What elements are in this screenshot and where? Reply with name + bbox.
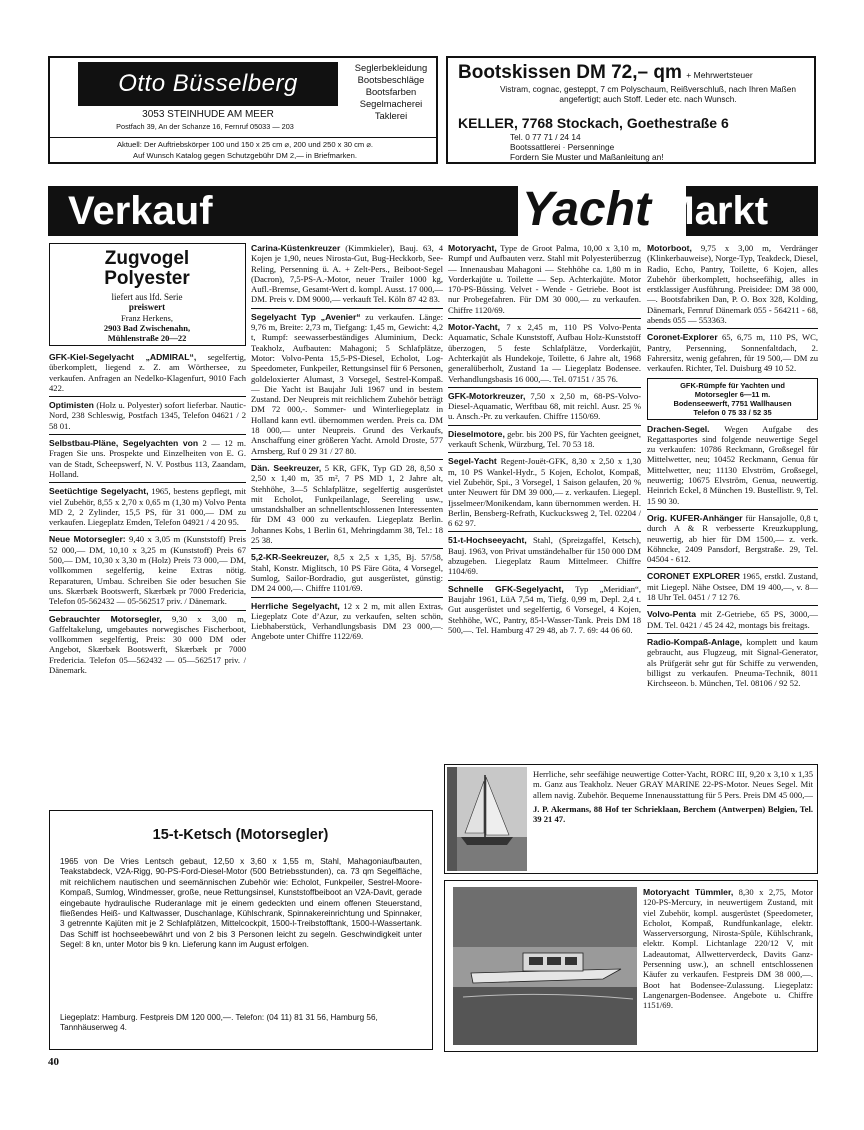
banner (48, 183, 818, 236)
busselberg-services (346, 62, 436, 122)
zugvogel-line-1: liefert aus lfd. Serie (111, 292, 183, 302)
keller-name: KELLER, 7768 Stockach, Goethestraße 6 (458, 115, 729, 131)
cotter-yacht-ad (444, 764, 818, 874)
zugvogel-line-4: 2903 Bad Zwischenahn, (103, 323, 191, 333)
busselberg-logo: Otto Büsselberg (118, 70, 298, 97)
classified-ad: Herrliche Segelyacht, 12 x 2 m, mit allen Extras, Liegeplatz Cote d’Azur, zu verkaufen, selten schön, Liebhaberstück, Verhandlungsbasis DM 23 000,—. Angebote unter Chiffre 1122/69. (251, 600, 443, 642)
service-item: Taklerei (374, 110, 408, 121)
zugvogel-line-3: Franz Herkens, (121, 313, 173, 323)
classified-ad: Dän. Seekreuzer, 5 KR, GFK, Typ GD 28, 8,50 x 2,50 x 1,40 m, 35 m², 7 PS MD 1, 2 Jahre alt, Stehhöhe, 3—5 Schlafplätze, segelfertig ausgerüstet mit Echolot, Funkpeilanlage, Seereling usw., umstandshalber an schnellentschlossenen Interessenten für DM 43 000 zu verkaufen. Liegeplatz Berlin. Johannes Kobs, 1 Berlin 61, Mehringdamm 38, Tel.: 18 25 38. (251, 462, 443, 546)
banner-markt: -Markt (648, 189, 769, 233)
classified-ad: Optimisten (Holz u. Polyester) sofort lieferbar. Nautic-Nord, 238 Schleswig, Postfach 1345, Telefon 04621 / 2 58 01. (49, 400, 246, 431)
service-item: Segelmacherei (359, 98, 423, 109)
ketsch-title: 15-t-Ketsch (Motorsegler) (152, 827, 329, 843)
cotter-yacht-contact: J. P. Akermans, 88 Hof ter Schrieklaan, Berchem (Antwerpen) Belgien, Tel. 39 21 47. (533, 803, 813, 825)
banner-yacht-script: Yacht (522, 183, 651, 236)
classified-ad: Orig. KUFER-Anhänger für Hansajolle, 0,8 t, durch A & R verbesserte Kreuzkupplung, neuwertig, ab hier für DM 1500,— z. verk. Köhncke, 2409 Pansdorf, Bergstraße. 29, Tel. 04504 - 612. (647, 512, 818, 565)
classified-ad: GFK-Motorkreuzer, 7,50 x 2,50 m, 68-PS-Volvo-Diesel-Aquamatic, Werftbau 68, mit reichl. Ausr. 25 % u. Ansch.-Pr. zu verkaufen. Chiffre 1150/69. (448, 390, 641, 422)
classified-ad: Carina-Küstenkreuzer (Kimmkieler), Bauj. 63, 4 Kojen je 1,90, neues Nirosta-Gut, Bug-Heckkorb, See-Reling, Persenning ü. A. + Zelt-Pers., Beiboot-Segel (Dacron), 7,5-PS-A.-Motor, neuer Trailer 1000 kg, Aufl.-Bremse, Gesamt-Wert d. kompl. Ausst. 17 000,— DM. Preis v. DM 9000,— verkauft Tel. Köln 87 42 83. (251, 243, 443, 305)
classified-ad: Schnelle GFK-Segelyacht, Typ „Meridian“, Baujahr 1961, LüA 7,54 m, Tiefg. 0,99 m, Depl. 2,4 t. Gut ausgerüstet und segelfertig, 6 Vorsegel, 4 Kojen, Stehhöhe, WC, Pantry, 85-l-Wasser-Tank. Preis DM 18 500,—. Tel. Hamburg 47 29 48, ab 7. 7. 69: 44 06 60. (448, 583, 642, 635)
zugvogel-title-2: Polyester (104, 268, 190, 289)
ketsch-ad (49, 810, 433, 1050)
busselberg-ad (48, 56, 438, 164)
banner-verkauf: Verkauf (68, 189, 213, 233)
column-1 (49, 352, 246, 678)
keller-line-1: Bootssattlerei · Persenninge (510, 142, 615, 152)
keller-headline (458, 62, 814, 84)
tummler-text: Motoryacht Tümmler, 8,30 x 2,75, Motor 120-PS-Mercury, in neuwertigem Zustand, mit viel Zubehör, kompl. ausgerüstet (Speedometer, Echolot, Kompaß, Rundfunkanlage, elektr. Wasserversorgung, Nirosta-Spüle, Kühlschrank, elektr. Kompl. Lichtanlage 220/12 V, mit Ladeautomat, Allwetterverdeck, Davits Ganz-Persenning usw.), an schnell entschlossenen Käufer zu verkaufen. Festpreis DM 38 000,—. Boot hat Bodensee-Zulassung. Liegeplatz: Langenargen-Bodensee. Angebote u. Chiffre 1151/69. (643, 887, 813, 1011)
ketsch-footer: Liegeplatz: Hamburg. Festpreis DM 120 000,—. Telefon: (04 11) 81 31 56, Hamburg 56, Tannhäuserweg 4. (60, 1013, 378, 1033)
busselberg-divider (50, 137, 436, 138)
classified-ad: Gebrauchter Motorsegler, 9,30 x 3,00 m, Gaffeltakelung, umgebautes norwegisches Fischerboot, vollkommen segelfertig, Preis: 30 000 DM oder Angebot, Skærbæk Bootswerft, Skærbæk pr 7000 Fredericia. Telefon 05—562432 — 05—562517 priv. / Dänemark. (49, 613, 247, 676)
keller-line-2: Fordern Sie Muster und Maßanleitung an! (510, 152, 664, 162)
tummler-ad (444, 880, 818, 1052)
keller-headline-main: Bootskissen DM 72,– qm (458, 62, 682, 83)
zugvogel-line-2: preiswert (128, 302, 166, 312)
zugvogel-ad (49, 243, 246, 346)
classified-ad: Motoryacht, Type de Groot Palma, 10,00 x 3,10 m, Rumpf und Aufbauten verz. Stahl mit Polyesterüberzug — Innenausbau Mahagoni — Stehhöhe ca. 1,80 m in Vorderkajüte u. Toilette — Sep. Achterkajüte. Motor 170-PS-Büssing. Velvet - Wende - Getriebe. Boot ist nur Probegefahren. Für DM 30 000,— zu verkaufen. Chiffre 1120/69. (448, 243, 641, 315)
busselberg-logo-box (78, 62, 338, 106)
motoryacht-photo (453, 887, 637, 1045)
classified-ad: 5,2-KR-Seekreuzer, 8,5 x 2,5 x 1,35, Bj. 57/58, Stahl, Konstr. Miglitsch, 10 PS Färe Göta, 4 Vorsegel, Sumlog, Sailor-Bordradio, gut ausgerüstet, günstig: DM 24 000,—. Chiffre 1101/69. (251, 552, 443, 594)
keller-description: Vistram, cognac, gesteppt, 7 cm Polyschaum, Reißverschluß, nach Ihren Maßen angefertigt; auch Stoff. Leder etc. nach Wunsch. (500, 84, 796, 104)
classified-ad: 51-t-Hochseeyacht, Stahl, (Spreizgaffel, Ketsch), Bauj. 1963, von Privat umständehalber für 150 000 DM abzugeben. Liegeplatz Raum Mittelmeer. Chiffre 1104/69. (448, 535, 641, 577)
classified-ad: Motor-Yacht, 7 x 2,45 m, 110 PS Volvo-Penta Aquamatic, Schale Kunststoff, Aufbau Holz-Kunststoff überzogen, 5 feste Schlafplätze, Vorderkajüt, Achterkajüt als Hundekoje, Toilette, 6 Jahre alt, 1968 generalüberholt, Zustand 1a — Liegeplatz Bodensee. Verhandlungsbasis 16 000,—. Tel. 07151 / 35 76. (448, 322, 641, 384)
cotter-yacht-body: Herrliche, sehr seefähige neuwertige Cotter-Yacht, RORC III, 9,20 x 3,10 x 1,35 m. Ganz aus Teakholz. Neuer GRAY MARINE 22-PS-Motor. Neues Segel. Mit allem navig. Zubehör. Bequeme Innenausstattung für 5 Pers. Preis DM 45 000,— (533, 769, 813, 800)
column-3 (448, 243, 641, 638)
busselberg-footer-1: Aktuell: Der Auftriebskörper 100 und 150 x 25 cm ⌀, 200 und 250 x 30 cm ⌀. (116, 140, 374, 149)
service-item: Bootsbeschläge (357, 74, 425, 85)
busselberg-address-2: Postfach 39, An der Schanze 16, Fernruf 05033 — 203 (116, 122, 294, 131)
busselberg-footer-2: Auf Wunsch Katalog gegen Schutzgebühr DM 2,— in Briefmarken. (133, 151, 357, 160)
gfk-ruempfe-box: GFK-Rümpfe für Yachten und Motorsegler 6—11 m. Bodenseewerft, 7751 Wallhausen Telefon 0 75 33 / 52 35 (647, 378, 818, 420)
classified-ad: Selbstbau-Pläne, Segelyachten von 2 — 12 m. Fragen Sie uns. Prospekte und Einzelheiten von E. G. van de Stadt, Scheepswerf, N. V. Postbus 113, Zaandam, Holland. (49, 438, 246, 479)
classified-ad: Dieselmotore, gebr. bis 200 PS, für Yachten geeignet, verkauft Schenk, Würzburg, Tel. 70 53 18. (448, 428, 641, 450)
classified-ad: Motorboot, 9,75 x 3,00 m, Verdränger (Klinkerbauweise), Norge-Typ, Teakdeck, Diesel, Radio, Echo, Pantry, Toilette, 6 Kojen, alles Zubehör überkomplett, hochseefähig, alles in erstklassiger Ausführung. Preisidee: DM 38 000,—. Bootsfabriken Dan, P. O. Box 328, Kolding, Dänemark, Fernruf Dänemark 055 - 564211 - 68, abends 055 — 553363. (647, 243, 819, 326)
column-4 (647, 243, 818, 691)
cotter-yacht-text (533, 769, 813, 824)
column-2 (251, 243, 443, 645)
classified-ad: CORONET EXPLORER 1965, erstkl. Zustand, mit Liegepl. Nähe Ostsee, DM 19 400,—, v. 8—18 Uhr Tel. 0451 / 7 12 76. (647, 571, 818, 603)
classified-ad: Radio-Kompaß-Anlage, komplett und kaum gebraucht, aus Flugzeug, mit Signal-Generator, als Prüfgerät sehr gut für Schiffe zu verwenden, billigst zu verkaufen. Pneuma-Technik, 8011 Kirchseeon. b. München, Tel. 08106 / 92 52. (647, 636, 818, 689)
classified-ad: GFK-Kiel-Segelyacht „ADMIRAL“, segelfertig, überkomplett, liegend z. Z. am Wörthersee, zu verkaufen. Anfragen an Nedelko-Klagenfurt, 9010 Fach 422. (49, 352, 246, 393)
service-item: Bootsfarben (365, 86, 417, 97)
classified-ad: Volvo-Penta mit Z-Getriebe, 65 PS, 3000,— DM. Tel. 0421 / 45 24 42, montags bis freitags. (647, 609, 818, 630)
keller-ad (446, 56, 816, 164)
zugvogel-line-5: Mühlenstraße 20—22 (107, 333, 187, 343)
service-item: Seglerbekleidung (354, 62, 428, 73)
keller-tel: Tel. 0 77 71 / 24 14 (510, 132, 581, 142)
classified-ad: Drachen-Segel. Wegen Aufgabe des Regattasportes sind folgende neuwertige Segel zu verkaufen: 10786 Reckmann, Großsegel für Mittelwetter, neu; 10452 Reckmann, Genua für Mittelwetter, neu; 11130 Elvström, Großsegel, neuwertig; 10675 Elvström, Genua, neuwertig. Heinrich Eckel, 8 München 19. Bustellistr. 9, Tel. 15 90 30. (647, 423, 818, 506)
classified-ad: Segel-Yacht Regent-Jouët-GFK, 8,30 x 2,50 x 1,30 m, 10 PS Wankel-Hydr., 5 Kojen, Echolot, Kompaß, viel Zubehör, Spi., 3 Vorsegel, 1 Saison gelaufen, 20 % unter Neuwert für DM 39 000,— z. verkaufen. Liegepl. Ijsselmeer/Monikendam, kann übernommen werden. H. Berlin, Bensberg-Refrath, Kuckucksweg 2, Tel. 02204 / 6 62 97. (448, 456, 641, 529)
page-number: 40 (48, 1056, 59, 1068)
sailboat-photo (447, 767, 527, 871)
classified-ad: Seetüchtige Segelyacht, 1965, bestens gepflegt, mit viel Zubehör, 8,55 x 2,70 x 0,65 m (1,30 m) Volvo Penta MD 2, 2 Zylinder, 15,5 PS, für 31 000,— DM zu verkaufen. Liegeplatz Emden, Telefon 04921 / 4 20 95. (49, 486, 246, 528)
classified-ad: Coronet-Explorer 65, 6,75 m, 110 PS, WC, Pantry, Persenning, Sonnenfaltdach, 2. Fahrersitz, wenig gefahren, für 19 500,— DM zu verkaufen. Richter, Tel. Duisburg 49 10 52. (647, 332, 818, 374)
zugvogel-title-1: Zugvogel (104, 248, 190, 269)
busselberg-address-1: 3053 STEINHUDE AM MEER (142, 109, 274, 120)
ketsch-body: 1965 von De Vries Lentsch gebaut, 12,50 x 3,60 x 1,55 m, Stahl, Mahagoniaufbauten, Teakstabdeck, V2A-Rigg, 90-PS-Ford-Diesel-Motor (500 Betriebsstunden), ca. 73 qm Segelfläche, mit reichlichem nautischen und seemännischen Zubehör wie: Echolot, Funkpeiler, Sestrel-Moore-Kompaß, Sumlog, Windmesser, große, neue Rettungsinsel, Kunststoffbeiboot an V2A-Davit, gerade eingebaute hydraulische Ruderanlage mit je einem gedeckten und einem offenen Steuerstand, fließendes Heiß- und Kaltwasser, Duschanlage, Kühlschrank, Spinnakereinrichtung und Spinnaker, 3 getrennte Kajüten mit je 2 Schlafplätzen, Mittelcockpit, 1500-l-Treibstofftank, 1500-l-Wassertank. Das Schiff ist hochseebewährt und von 2 bis 3 Personen leicht zu segeln. Geschwindigkeit unter Segel: 8 kn, unter Motor bis 9 kn. Lieferung kann im August erfolgen. (60, 857, 422, 950)
classified-ad: Segelyacht Typ „Avenier“ zu verkaufen. Länge: 9,76 m, Breite: 2,73 m, Tiefgang: 1,45 m, Gewicht: 4,2 t, Rumpf: seewasserbeständiges Aluminium, Deck: Teakholz, Aufbauten: Mahagoni; 5 Schlafplätze, Motor: Volvo-Penta 15,5-PS-Diesel, Echolot, Log-Speedometer, Funkpeiler, Rettungsinsel für 6 Personen, goldeloxierter Alumast, 3 Vorsegel, Sestrel-Kompaß. — Die Yacht ist Baujahr Juli 1967 und in bestem Zustand. Der Neupreis mit reichlichem Zubehör beträgt DM 72 000,-. Sommer- und Winterliegeplatz in Holland kann evtl. übernommen werden. Preis ca. DM 18 000,— unter Neupreis. Grund des Verkaufs, Anschaffung einer größeren Yacht. Arnold Droste, 577 Arnsberg, Ruf 0 29 31 / 27 80. (251, 311, 444, 456)
classified-ad: Neue Motorsegler: 9,40 x 3,05 m (Kunststoff) Preis 52 000,— DM, 10,10 x 3,25 m (Kunststoff) Preis 67 500,— DM, 10,30 x 3,30 m (Holz) Preis 73 000,— DM, vollkommen segelfertig, keine Extras nötig. Reparaturen, Umbau. Schreiben Sie oder besuchen Sie uns. Skærbæk Bootswerft, Skærbæk pr 7000 Fredericia, Telefon 05-562432 — 05-562517 priv. / Dänemark. (49, 534, 246, 607)
keller-headline-suffix: + Mehrwertsteuer (686, 70, 753, 80)
